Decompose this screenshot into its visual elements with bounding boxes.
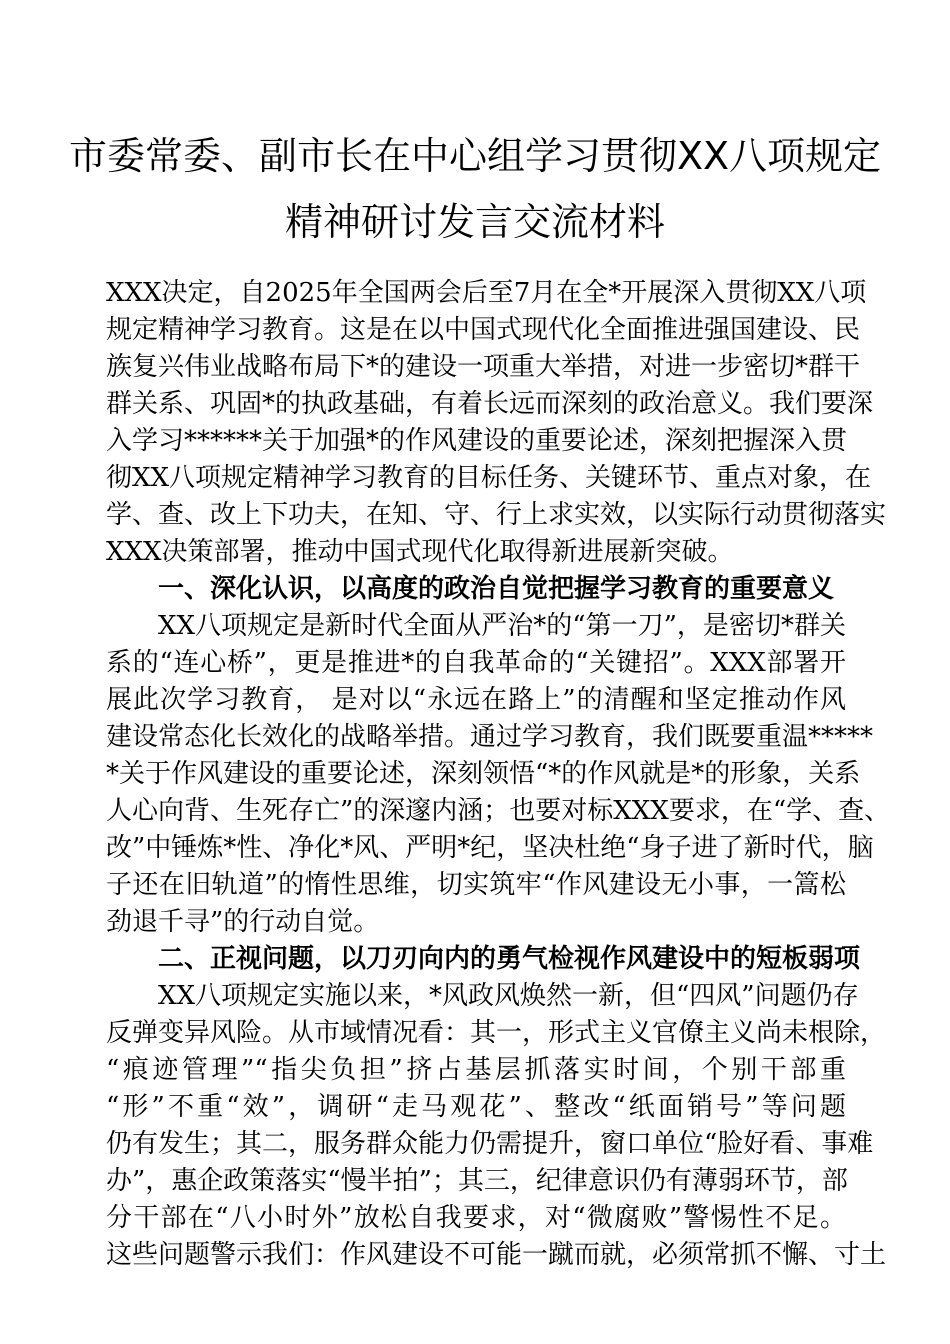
body-text-line: 办”，惠企政策落实“慢半拍”；其三，纪律意识仍有薄弱环节，部 [106,1166,848,1196]
body-text-line: XX八项规定是新时代全面从严治*的“第一刀”，是密切*群关 [158,611,846,641]
body-text-line: 反弹变异风险。从市域情况看：其一，形式主义官僚主义尚未根除， [106,1018,887,1048]
body-text-line: 人心向背、生死存亡”的深邃内涵；也要对标XXX要求，在“学、查、 [106,796,891,826]
body-text-line: 族复兴伟业战略布局下*的建设一项重大举措，对进一步密切*群干 [106,352,861,382]
body-text-line: 学、查、改上下功夫，在知、守、行上求实效，以实际行动贯彻落实 [106,500,887,530]
body-text-line: “形”不重“效”，调研“走马观花”、整改“纸面销号”等问题 [106,1092,846,1122]
body-text-line: 系的“连心桥”，更是推进*的自我革命的“关键招”。XXX部署开 [106,648,846,678]
body-text-line: 子还在旧轨道”的惰性思维，切实筑牢“作风建设无小事，一篙松 [106,870,846,900]
body-text-line: 分干部在“八小时外”放松自我要求，对“微腐败”警惕性不足。 [106,1203,846,1233]
document-title-line-2: 精神研讨发言交流材料 [284,200,665,244]
body-text-line: 这些问题警示我们：作风建设不可能一蹴而就，必须常抓不懈、寸土 [106,1240,887,1270]
body-text-line: XX八项规定实施以来，*风政风焕然一新，但“四风”问题仍存 [158,981,859,1011]
section-heading-1: 一、深化认识，以高度的政治自觉把握学习教育的重要意义 [158,574,835,604]
body-text-line: XXX决策部署，推动中国式现代化取得新进展新突破。 [106,537,734,567]
body-text-line: 建设常态化长效化的战略举措。通过学习教育，我们既要重温***** [106,722,874,752]
body-text-line: 劲退千寻”的行动自觉。 [106,907,380,937]
document-title-line-1: 市委常委、副市长在中心组学习贯彻XX八项规定 [68,134,882,178]
body-text-line: 彻XX八项规定精神学习教育的目标任务、关键环节、重点对象，在 [106,463,872,493]
body-text-line: 规定精神学习教育。这是在以中国式现代化全面推进强国建设、民 [106,315,861,345]
body-text-line: 群关系、巩固*的执政基础，有着长远而深刻的政治意义。我们要深 [106,389,874,419]
body-text-line: 改”中锤炼*性、净化*风、严明*纪，坚决杜绝“身子进了新时代，脑 [106,833,874,863]
body-text-line: 展此次学习教育， 是对以“永远在路上”的清醒和坚定推动作风 [106,685,846,715]
body-text-line: XXX决定，自2025年全国两会后至7月在全*开展深入贯彻XX八项 [106,278,867,308]
body-text-line: *关于作风建设的重要论述，深刻领悟“*的作风就是*的形象，关系 [106,759,861,789]
body-text-line: 入学习******关于加强*的作风建设的重要论述，深刻把握深入贯 [106,426,848,456]
body-text-line: “痕迹管理”“指尖负担”挤占基层抓落实时间，个别干部重 [106,1055,846,1085]
section-heading-2: 二、正视问题，以刀刃向内的勇气检视作风建设中的短板弱项 [158,944,861,974]
body-text-line: 仍有发生；其二，服务群众能力仍需提升，窗口单位“脸好看、事难 [106,1129,874,1159]
